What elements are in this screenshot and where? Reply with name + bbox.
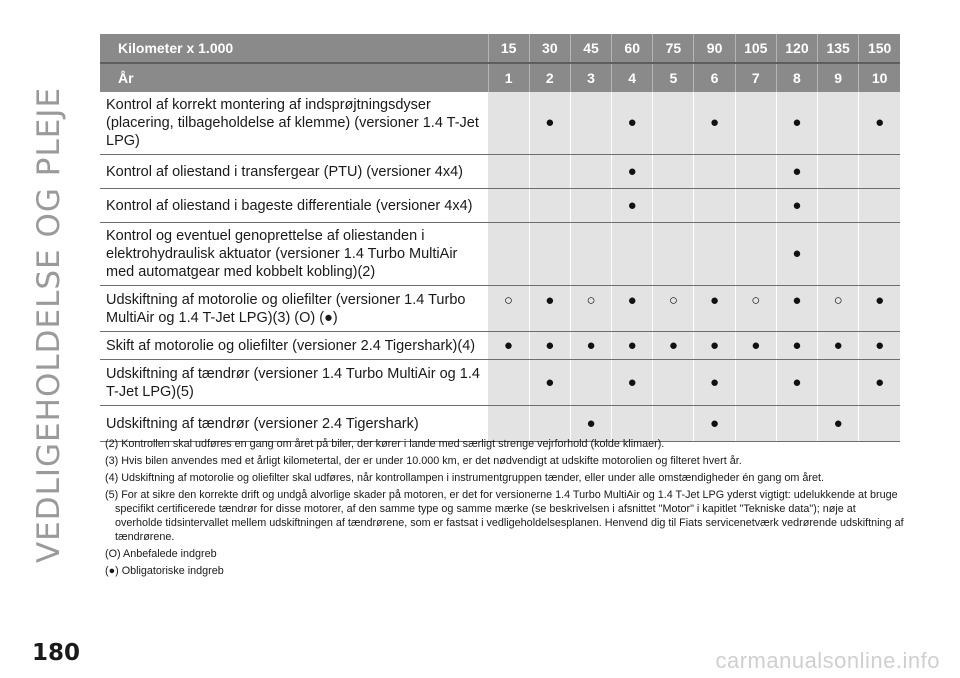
- interval-mark: ●: [612, 155, 653, 189]
- interval-mark: ○: [818, 286, 859, 332]
- interval-mark: [529, 223, 570, 286]
- interval-mark: ●: [612, 92, 653, 155]
- interval-mark: [612, 223, 653, 286]
- interval-mark: ●: [488, 332, 529, 360]
- interval-mark: [818, 92, 859, 155]
- footnote: (4) Udskiftning af motorolie og oliefilter skal udføres, når kontrollampen i instrumentgruppen tænder, eller under alle omstændigheder én gang om året.: [105, 472, 824, 484]
- footnote: (3) Hvis bilen anvendes med et årligt kilometertal, der er under 10.000 km, er det nødvendigt at udskifte motorolien og filteret hvert år.: [105, 455, 742, 467]
- interval-mark: [653, 155, 694, 189]
- interval-mark: [653, 223, 694, 286]
- header-year-cell: 2: [529, 63, 570, 92]
- interval-mark: ●: [818, 406, 859, 442]
- header-year-label: År: [100, 63, 488, 92]
- interval-mark: [488, 155, 529, 189]
- interval-mark: ●: [776, 360, 817, 406]
- interval-mark: ●: [776, 92, 817, 155]
- interval-mark: [570, 189, 611, 223]
- interval-mark: [529, 155, 570, 189]
- interval-mark: [859, 189, 900, 223]
- interval-mark: ○: [653, 286, 694, 332]
- header-km-cell: 15: [488, 34, 529, 63]
- interval-mark: ●: [694, 286, 735, 332]
- interval-mark: [653, 189, 694, 223]
- interval-mark: [570, 223, 611, 286]
- legend-recommended: (O) Anbefalede indgreb: [105, 548, 217, 560]
- interval-mark: [859, 155, 900, 189]
- header-row-km: [100, 34, 900, 63]
- interval-mark: ●: [776, 286, 817, 332]
- row-description: Udskiftning af tændrør (versioner 2.4 Tigershark): [100, 406, 488, 442]
- table-row: [100, 360, 900, 406]
- interval-mark: ●: [776, 189, 817, 223]
- header-km-cell: 105: [735, 34, 776, 63]
- header-km-cell: 135: [818, 34, 859, 63]
- footnote: (5) For at sikre den korrekte drift og undgå alvorlige skader på motoren, er det for versionerne 1.4 Turbo MultiAir og 1.4 T-Jet LPG yderst vigtigt: udelukkende at bruge specifikt certificerede tændrør for disse motorer, af den samme type og samme mærke (se beskrivelsen i afsnittet "Motor" i kapitlet "Tekniske data"); nøje at overholde tidsintervallet mellem udskiftningen af tændrørene, som er fastsat i vedligeholdelsesplanen. Henvend dig til Fiats servicenetværk vedrørende udskiftning af tændrørene.: [105, 489, 904, 543]
- header-km-cell: 30: [529, 34, 570, 63]
- interval-mark: ●: [612, 286, 653, 332]
- interval-mark: [653, 360, 694, 406]
- row-description: Kontrol og eventuel genoprettelse af oliestanden i elektrohydraulisk aktuator (versioner 1.4 Turbo MultiAir med automatgear med kobbelt kobling)(2): [100, 223, 488, 286]
- side-title: [14, 30, 84, 620]
- interval-mark: ●: [859, 286, 900, 332]
- interval-mark: ○: [735, 286, 776, 332]
- interval-mark: ●: [818, 332, 859, 360]
- interval-mark: [694, 223, 735, 286]
- side-title-text: VEDLIGEHOLDELSE OG PLEJE: [31, 86, 68, 564]
- interval-mark: ●: [776, 332, 817, 360]
- row-description: Kontrol af korrekt montering af indsprøjtningsdyser (placering, tilbageholdelse af klemme) (versioner 1.4 T-Jet LPG): [100, 92, 488, 155]
- row-description: Kontrol af oliestand i bageste differentiale (versioner 4x4): [100, 189, 488, 223]
- interval-mark: ●: [529, 332, 570, 360]
- header-year-cell: 3: [570, 63, 611, 92]
- interval-mark: [570, 92, 611, 155]
- header-km-cell: 90: [694, 34, 735, 63]
- interval-mark: [488, 92, 529, 155]
- interval-mark: [570, 155, 611, 189]
- header-km-cell: 75: [653, 34, 694, 63]
- interval-mark: [694, 189, 735, 223]
- interval-mark: [488, 360, 529, 406]
- watermark: carmanualsonline.info: [715, 648, 940, 673]
- header-year-cell: 10: [859, 63, 900, 92]
- header-year-cell: 9: [818, 63, 859, 92]
- table-row: [100, 286, 900, 332]
- interval-mark: ●: [776, 223, 817, 286]
- header-km-cell: 60: [612, 34, 653, 63]
- row-description: Skift af motorolie og oliefilter (versioner 2.4 Tigershark)(4): [100, 332, 488, 360]
- interval-mark: [818, 223, 859, 286]
- interval-mark: ●: [529, 360, 570, 406]
- table-row: [100, 332, 900, 360]
- interval-mark: ●: [529, 92, 570, 155]
- interval-mark: ●: [570, 406, 611, 442]
- interval-mark: ●: [612, 360, 653, 406]
- interval-mark: [570, 360, 611, 406]
- interval-mark: [488, 223, 529, 286]
- table-row: [100, 223, 900, 286]
- interval-mark: ●: [776, 155, 817, 189]
- header-km-label: Kilometer x 1.000: [100, 34, 488, 63]
- interval-mark: [818, 360, 859, 406]
- interval-mark: ○: [570, 286, 611, 332]
- footnotes: [105, 437, 905, 581]
- footnote: (2) Kontrollen skal udføres en gang om året på biler, der kører i lande med særligt strenge vejrforhold (kolde klimaer).: [105, 438, 665, 450]
- page-number: 180: [32, 640, 81, 666]
- row-description: Udskiftning af tændrør (versioner 1.4 Turbo MultiAir og 1.4 T-Jet LPG)(5): [100, 360, 488, 406]
- header-year-cell: 8: [776, 63, 817, 92]
- interval-mark: ●: [694, 92, 735, 155]
- interval-mark: ●: [612, 332, 653, 360]
- table-row: [100, 92, 900, 155]
- interval-mark: [488, 189, 529, 223]
- legend-mandatory: (●) Obligatoriske indgreb: [105, 565, 224, 577]
- header-km-cell: 150: [859, 34, 900, 63]
- header-year-cell: 5: [653, 63, 694, 92]
- header-year-cell: 7: [735, 63, 776, 92]
- maintenance-schedule-table: [100, 34, 900, 442]
- interval-mark: ●: [653, 332, 694, 360]
- interval-mark: ●: [859, 332, 900, 360]
- interval-mark: ●: [570, 332, 611, 360]
- interval-mark: ●: [859, 92, 900, 155]
- table-row: [100, 189, 900, 223]
- interval-mark: ●: [529, 286, 570, 332]
- interval-mark: [735, 189, 776, 223]
- interval-mark: [529, 189, 570, 223]
- interval-mark: ●: [612, 189, 653, 223]
- row-description: Kontrol af oliestand i transfergear (PTU) (versioner 4x4): [100, 155, 488, 189]
- interval-mark: ●: [735, 332, 776, 360]
- interval-mark: [735, 92, 776, 155]
- interval-mark: [735, 360, 776, 406]
- interval-mark: [694, 155, 735, 189]
- header-km-cell: 45: [570, 34, 611, 63]
- interval-mark: [653, 92, 694, 155]
- interval-mark: [818, 155, 859, 189]
- interval-mark: ●: [694, 360, 735, 406]
- table-row: [100, 155, 900, 189]
- interval-mark: [818, 189, 859, 223]
- interval-mark: ●: [694, 332, 735, 360]
- header-year-cell: 4: [612, 63, 653, 92]
- header-year-cell: 1: [488, 63, 529, 92]
- interval-mark: ●: [859, 360, 900, 406]
- header-km-cell: 120: [776, 34, 817, 63]
- interval-mark: ●: [694, 406, 735, 442]
- interval-mark: ○: [488, 286, 529, 332]
- interval-mark: [735, 223, 776, 286]
- header-row-year: [100, 63, 900, 92]
- row-description: Udskiftning af motorolie og oliefilter (versioner 1.4 Turbo MultiAir og 1.4 T-Jet LPG)(3) (O) (●): [100, 286, 488, 332]
- interval-mark: [735, 155, 776, 189]
- header-year-cell: 6: [694, 63, 735, 92]
- interval-mark: [859, 223, 900, 286]
